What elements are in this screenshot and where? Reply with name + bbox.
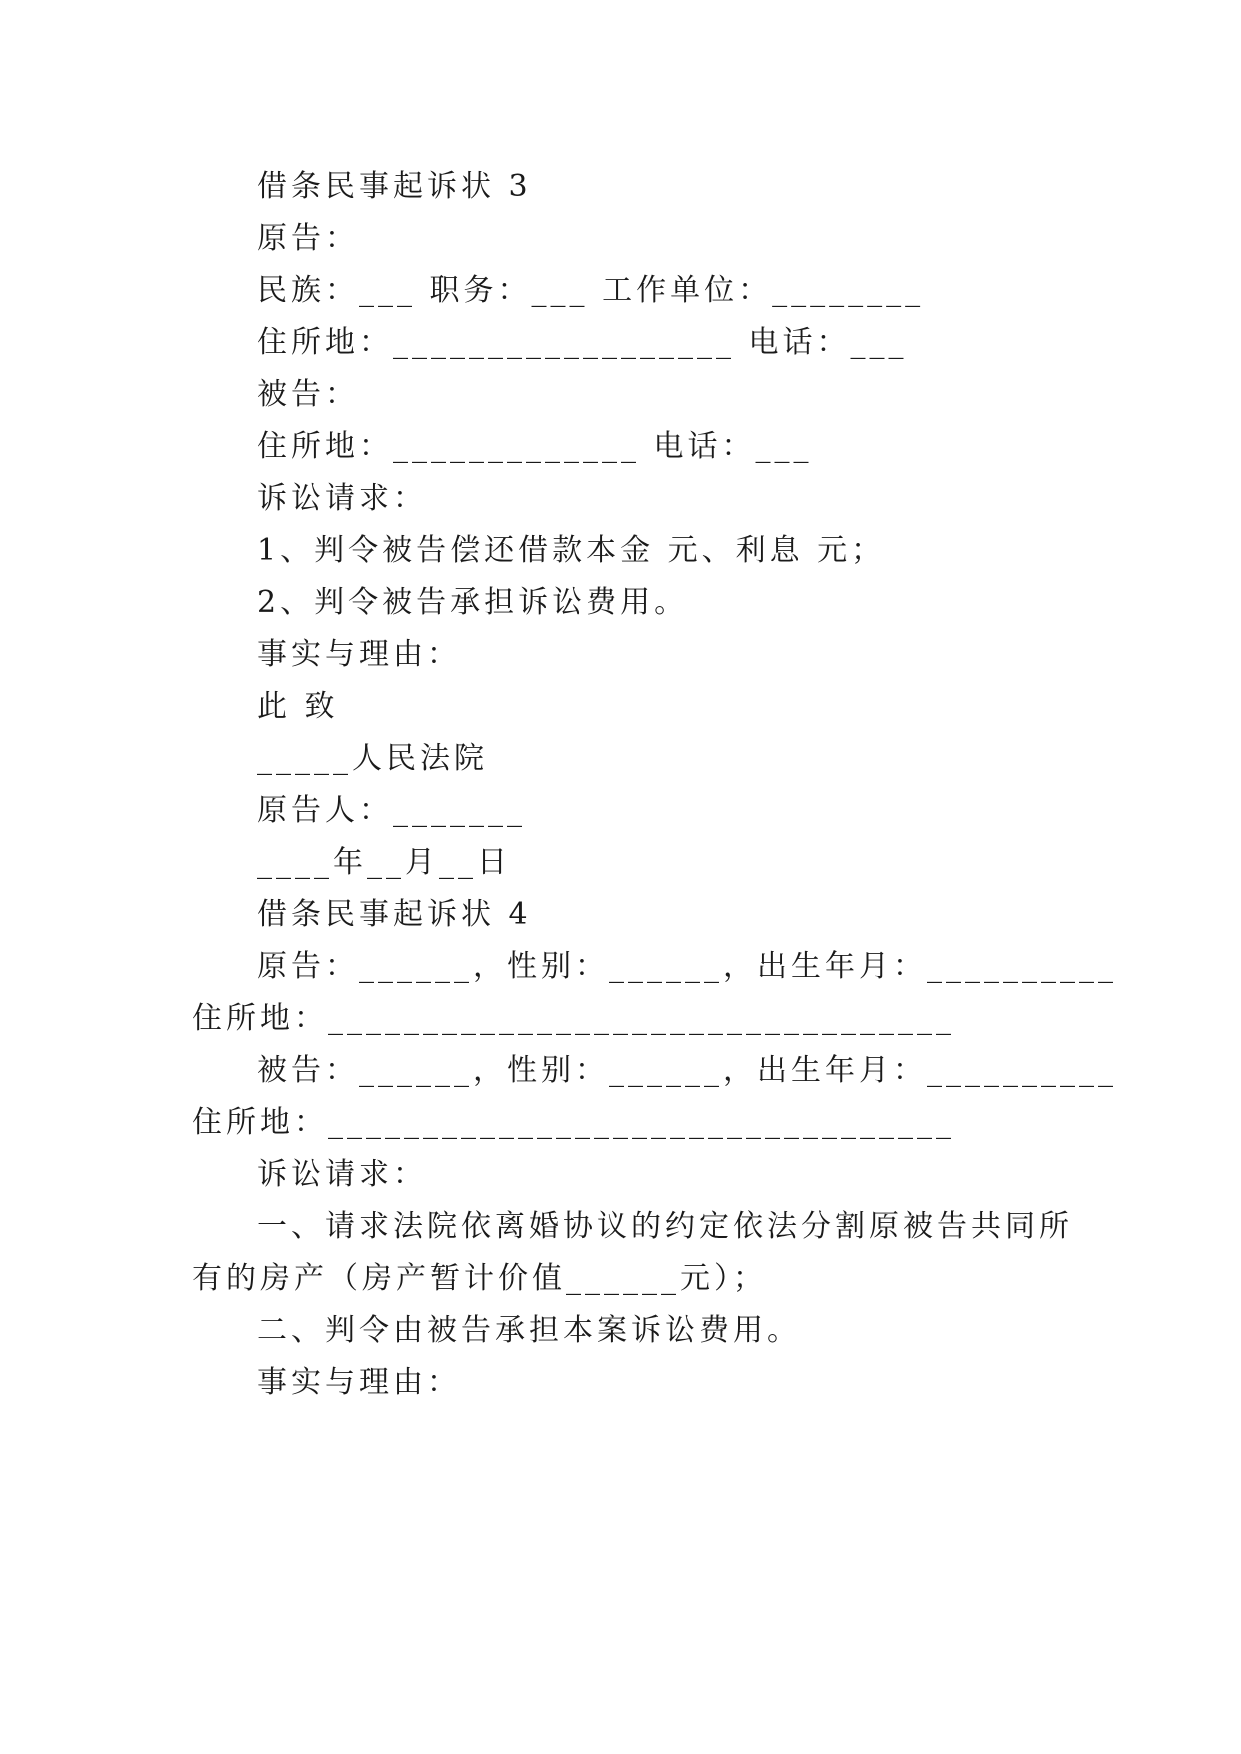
claim-item-2: 2、判令被告承担诉讼费用。 [257,585,689,620]
plaintiff-address: 住所地：_________________________________ [192,1001,955,1036]
heading-complaint-3: 借条民事起诉状 3 [257,169,532,204]
plaintiff-address-phone: 住所地：__________________ 电话：___ [257,325,908,360]
salutation: 此 致 [257,689,339,724]
plaintiff-signature: 原告人：_______ [257,793,526,828]
claim-item-1: 1、判令被告偿还借款本金 元、利息 元； [257,533,886,568]
court-name: _____人民法院 [257,741,488,776]
plaintiff-ethnicity-position-employer: 民族：___ 职务：___ 工作单位：________ [257,273,925,308]
facts-heading-2: 事实与理由： [257,1365,461,1400]
claim-item-two: 二、判令由被告承担本案诉讼费用。 [257,1313,801,1348]
facts-heading: 事实与理由： [257,637,461,672]
claim-item-one: 一、请求法院依离婚协议的约定依法分割原被告共同所 [257,1209,1073,1244]
defendant-address: 住所地：_________________________________ [192,1105,955,1140]
defendant-info: 被告：______，性别：______，出生年月：__________ [257,1053,1117,1088]
defendant-label: 被告： [257,377,359,412]
heading-complaint-4: 借条民事起诉状 4 [257,897,532,932]
defendant-address-phone: 住所地：_____________ 电话：___ [257,429,813,464]
plaintiff-info: 原告：______，性别：______，出生年月：__________ [257,949,1117,984]
claims-heading-2: 诉讼请求： [257,1157,427,1192]
claims-heading: 诉讼请求： [257,481,427,516]
plaintiff-label: 原告： [257,221,359,256]
claim-item-one-continued: 有的房产（房产暂计价值______元）； [192,1261,767,1296]
date-line: ____年__月__日 [257,845,511,880]
